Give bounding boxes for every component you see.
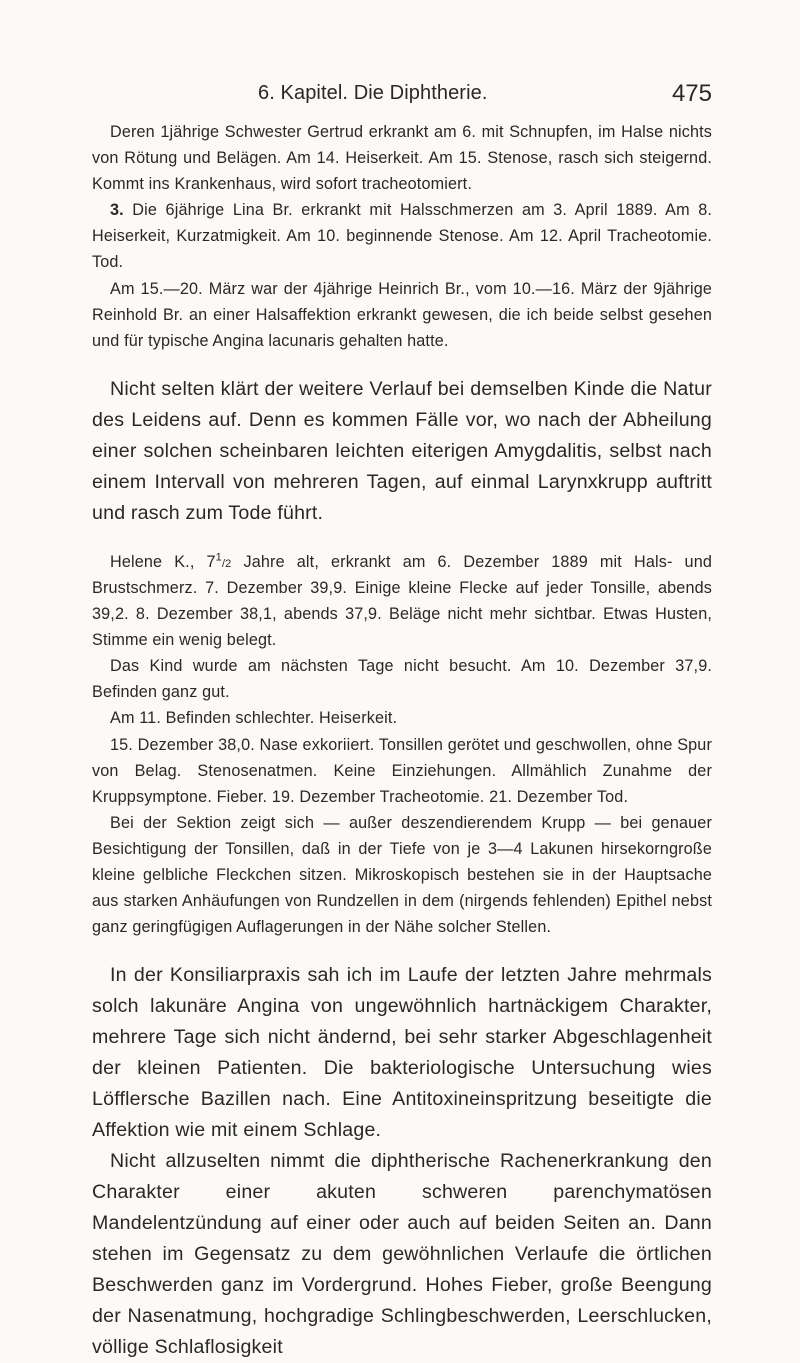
body-text xyxy=(92,119,712,1363)
case-paragraph-tracheotomie: 15. Dezember 38,0. Nase exkoriiert. Tonsillen gerötet und geschwollen, ohne Spur von Belag. Stenosenatmen. Keine Einziehungen. Allmählich Zunahme der Kruppsymptone. Fieber. 19. Dezember Tracheotomie. 21. Dezember Tod. xyxy=(92,735,712,806)
case-paragraph-sektion: Bei der Sektion zeigt sich — außer deszendierendem Krupp — bei genauer Besichtigung der Tonsillen, daß in der Tiefe von je 3—4 Lakunen hirsekorngroße kleine gelbliche Fleckchen sitzen. Mikroskopisch bestehen sie in der Hauptsache aus starken Anhäufungen von Rundzellen in dem (nirgends fehlenden) Epithel nebst ganz geringfügigen Auflagerungen in der Nähe solcher Stellen. xyxy=(92,813,712,937)
fraction-numerator: 1 xyxy=(215,551,222,564)
running-header xyxy=(92,82,712,112)
chapter-title: 6. Kapitel. Die Diphtherie. xyxy=(258,82,488,104)
main-paragraph-rachenerkrankung: Nicht allzuselten nimmt die diphtherische Rachenerkrankung den Charakter einer akuten schweren parenchymatösen Mandelentzündung auf einer oder auch auf beiden Seiten an. Dann stehen im Gegensatz zu dem gewöhnlichen Verlaufe die örtlichen Beschwerden ganz im Vordergrund. Hohes Fieber, große Beengung der Nasenatmung, hochgradige Schlingbeschwerden, Leerschlucken, völlige Schlaflosigkeit xyxy=(92,1150,712,1359)
fraction-denominator: 2 xyxy=(225,557,232,570)
case-paragraph-heiserkeit: Am 11. Befinden schlechter. Heiserkeit. xyxy=(110,709,398,728)
case-paragraph-besuch: Das Kind wurde am nächsten Tage nicht besucht. Am 10. Dezember 37,9. Befinden ganz gut. xyxy=(92,657,712,702)
page-number: 475 xyxy=(671,80,712,107)
main-paragraph-verlauf: Nicht selten klärt der weitere Verlauf bei demselben Kinde die Natur des Leidens auf. Denn es kommen Fälle vor, wo nach der Abheilung einer solchen scheinbaren leichten eiterigen Amygdalitis, selbst nach einem Intervall von mehreren Tagen, auf einmal Larynxkrupp auftritt und rasch zum Tode führt. xyxy=(92,377,712,524)
case-number: 3. xyxy=(110,201,124,220)
case-paragraph-heinrich-reinhold: Am 15.—20. März war der 4jährige Heinrich Br., vom 10.—16. März der 9jährige Reinhold Br. an einer Halsaffektion erkrankt gewesen, die ich beide selbst gesehen und für typische Angina lacunaris gehalten hatte. xyxy=(92,279,712,350)
main-paragraph-konsiliarpraxis: In der Konsiliarpraxis sah ich im Laufe der letzten Jahre mehrmals solch lakunäre Angina von ungewöhnlich hartnäckigem Charakter, mehrere Tage sich nicht ändernd, bei sehr starker Abgeschlagenheit der kleinen Patienten. Die bakteriologische Untersuchung wies Löfflersche Bazillen nach. Eine Antitoxineinspritzung beseitigte die Affektion wie mit einem Schlage. xyxy=(92,964,712,1142)
case-text-start: Helene K., 7 xyxy=(110,552,216,571)
case-paragraph-helene: Helene K., $7^1/2$ Jahre alt, erkrankt am 6. Dezember 1889 mit Hals- und Brustschmerz. 7. Dezember 39,9. Einige kleine Flecke auf jeder Tonsille, abends 39,2. 8. Dezember 38,1, abends 37,9. Beläge nicht mehr sichtbar. Etwas Husten, Stimme ein wenig belegt. xyxy=(92,551,712,650)
case-text-rest: Jahre alt, erkrankt am 6. Dezember 1889 mit Hals- und Brustschmerz. 7. Dezember 39,9. Einige kleine Flecke auf jeder Tonsille, abends 39,2. 8. Dezember 38,1, abends 37,9. Beläge nicht mehr sichtbar. Etwas Husten, Stimme ein wenig belegt. xyxy=(92,552,712,650)
case-paragraph-lina xyxy=(92,197,712,275)
case-paragraph-gertrud: Deren 1jährige Schwester Gertrud erkrankt am 6. mit Schnupfen, im Halse nichts von Rötung und Belägen. Am 14. Heiserkeit. Am 15. Stenose, rasch sich steigernd. Kommt ins Krankenhaus, wird sofort tracheotomiert. xyxy=(92,123,712,194)
case-text: Die 6jährige Lina Br. erkrankt mit Halsschmerzen am 3. April 1889. Am 8. Heiserkeit, Kurzatmigkeit. Am 10. beginnende Stenose. Am 12. April Tracheotomie. Tod. xyxy=(92,201,712,272)
